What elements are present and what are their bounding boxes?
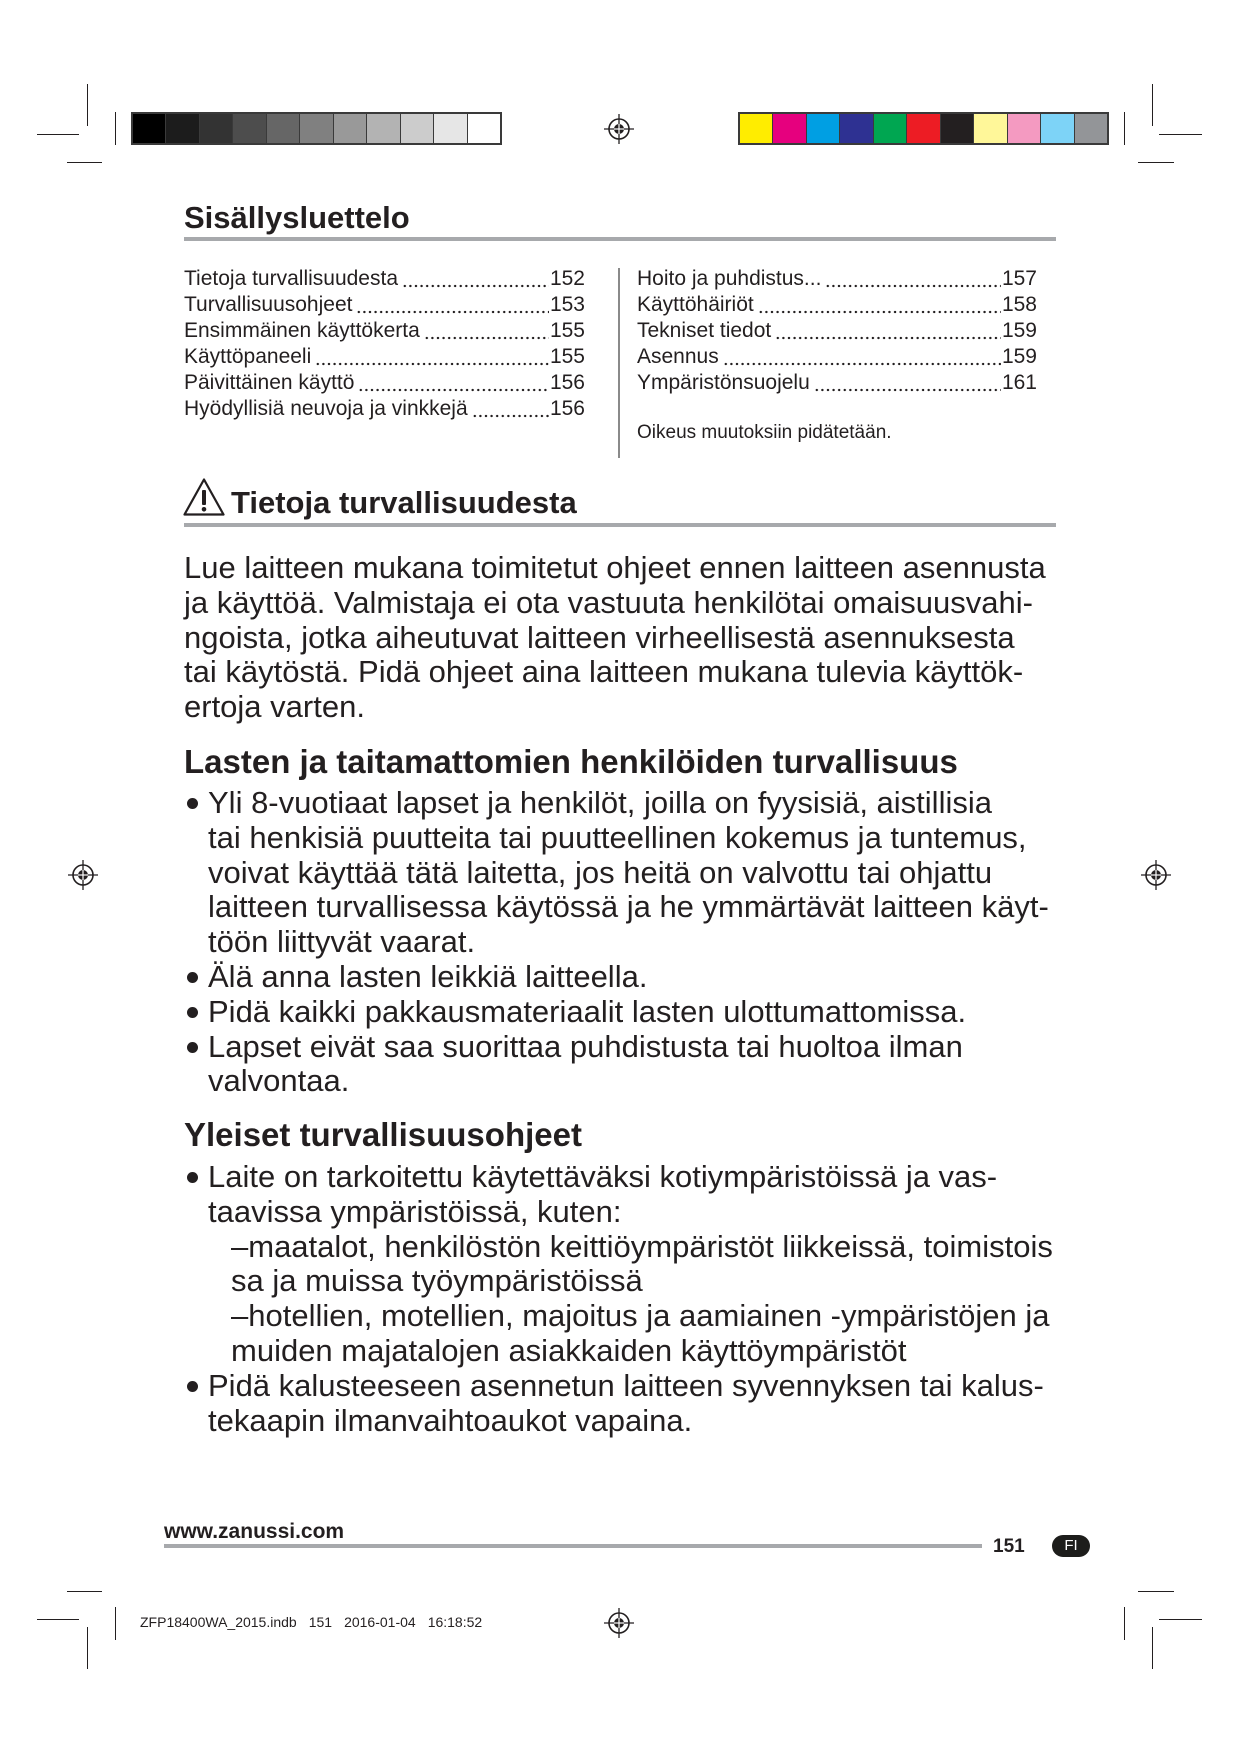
list-item-line: töön liittyvät vaarat. bbox=[208, 924, 476, 960]
toc-entry-label: Ensimmäinen käyttökerta bbox=[184, 319, 420, 342]
page-number: 151 bbox=[993, 1536, 1025, 1557]
grayscale-swatch bbox=[434, 114, 467, 143]
list-item bbox=[184, 995, 1049, 1030]
crop-mark bbox=[1124, 1607, 1125, 1640]
grayscale-swatch bbox=[233, 114, 266, 143]
list-item-line: Lapset eivät saa suorittaa puhdistusta tai huoltoa ilman bbox=[208, 1028, 963, 1064]
list-item-line: Yli 8-vuotiaat lapset ja henkilöt, joilla on fyysisiä, aistillisia bbox=[208, 785, 992, 820]
safety-title: Tietoja turvallisuudesta bbox=[231, 485, 577, 520]
footer-rule bbox=[164, 1544, 982, 1548]
crop-mark bbox=[87, 1627, 88, 1669]
children-safety-heading: Lasten ja taitamattomien henkilöiden turvallisuus bbox=[184, 743, 958, 780]
color-swatch bbox=[974, 114, 1007, 143]
toc-entry bbox=[184, 266, 585, 292]
sub-list-item-line: muiden majatalojen asiakkaiden käyttöympäristöt bbox=[231, 1332, 907, 1368]
toc-entry-page: 155 bbox=[549, 319, 585, 342]
toc-entry-page: 156 bbox=[549, 371, 585, 394]
paragraph-line: ngoista, jotka aiheutuvat laitteen virheellisestä asennuksesta bbox=[184, 619, 1015, 655]
toc-entry-label: Käyttöpaneeli bbox=[184, 345, 312, 368]
color-swatch bbox=[840, 114, 873, 143]
crop-mark bbox=[37, 134, 79, 135]
toc-entry-label: Tietoja turvallisuudesta bbox=[184, 267, 398, 290]
toc-leader-dots bbox=[472, 396, 549, 422]
toc-entry-page: 155 bbox=[549, 345, 585, 368]
grayscale-swatch bbox=[267, 114, 300, 143]
toc-entry bbox=[637, 370, 1037, 396]
list-item bbox=[184, 786, 1049, 960]
color-swatch bbox=[807, 114, 840, 143]
print-slug bbox=[140, 1613, 494, 1631]
color-swatch bbox=[907, 114, 940, 143]
grayscale-swatch bbox=[133, 114, 166, 143]
toc-leader-dots bbox=[315, 344, 549, 370]
list-item-line: Laite on tarkoitettu käytettäväksi kotiympäristöissä ja vas- bbox=[208, 1159, 998, 1194]
toc-entry bbox=[637, 266, 1037, 292]
toc-left-column bbox=[184, 266, 585, 422]
crop-mark bbox=[37, 1619, 79, 1620]
crop-mark bbox=[1138, 162, 1174, 163]
toc-leader-dots bbox=[723, 344, 1001, 370]
toc-leader-dots bbox=[775, 318, 1001, 344]
list-item-line: Pidä kalusteeseen asennetun laitteen syvennyksen tai kalus- bbox=[208, 1367, 1044, 1403]
registration-mark-icon bbox=[603, 113, 635, 145]
toc-entry bbox=[184, 344, 585, 370]
toc-entry-page: 161 bbox=[1001, 371, 1037, 394]
color-swatch bbox=[1008, 114, 1041, 143]
grayscale-swatch bbox=[200, 114, 233, 143]
toc-entry bbox=[637, 344, 1037, 370]
toc-column-divider bbox=[618, 268, 620, 458]
paragraph-line: ertoja varten. bbox=[184, 689, 365, 725]
color-swatch bbox=[1075, 114, 1107, 143]
registration-mark-icon bbox=[603, 1607, 635, 1639]
toc-entry-label: Hoito ja puhdistus... bbox=[637, 267, 822, 290]
sub-list-item bbox=[208, 1299, 1053, 1369]
toc-leader-dots bbox=[758, 292, 1001, 318]
list-item bbox=[184, 1160, 1053, 1369]
color-swatch bbox=[773, 114, 806, 143]
sub-list-item-line: –maatalot, henkilöstön keittiöympäristöt liikkeissä, toimistois bbox=[231, 1228, 1053, 1264]
toc-entry-label: Päivittäinen käyttö bbox=[184, 371, 355, 394]
list-item bbox=[184, 960, 1049, 995]
toc-entry-label: Hyödyllisiä neuvoja ja vinkkejä bbox=[184, 397, 468, 420]
grayscale-swatch bbox=[300, 114, 333, 143]
color-swatch bbox=[740, 114, 773, 143]
grayscale-swatch bbox=[166, 114, 199, 143]
crop-mark bbox=[115, 112, 116, 145]
print-time: 16:18:52 bbox=[427, 1614, 483, 1630]
list-item-line: tai henkisiä puutteita tai puutteellinen kokemus ja tuntemus, bbox=[208, 819, 1027, 855]
print-file: ZFP18400WA_2015.indb bbox=[140, 1614, 297, 1630]
toc-entry-label: Turvallisuusohjeet bbox=[184, 293, 353, 316]
toc-entry bbox=[637, 318, 1037, 344]
safety-intro-paragraph bbox=[184, 551, 1046, 725]
toc-title-rule bbox=[184, 237, 1056, 241]
toc-entry-page: 157 bbox=[1001, 267, 1037, 290]
toc-leader-dots bbox=[358, 370, 549, 396]
sub-list-item-line: sa ja muissa työympäristöissä bbox=[231, 1263, 643, 1299]
list-item-line: tekaapin ilmanvaihtoaukot vapaina. bbox=[208, 1402, 693, 1438]
toc-entry-label: Ympäristönsuojelu bbox=[637, 371, 810, 394]
registration-mark-icon bbox=[1140, 859, 1172, 891]
crop-mark bbox=[1138, 1591, 1174, 1592]
toc-entry bbox=[184, 396, 585, 422]
list-item-line: valvontaa. bbox=[208, 1063, 350, 1099]
list-item bbox=[184, 1369, 1053, 1439]
paragraph-line: tai käytöstä. Pidä ohjeet aina laitteen mukana tulevia käyttök- bbox=[184, 654, 1024, 690]
toc-note: Oikeus muutoksiin pidätetään. bbox=[637, 422, 892, 443]
crop-mark bbox=[1152, 84, 1153, 126]
registration-mark-icon bbox=[67, 859, 99, 891]
footer-website: www.zanussi.com bbox=[164, 1520, 345, 1543]
crop-mark bbox=[1124, 112, 1125, 145]
list-item-line: taavissa ympäristöissä, kuten: bbox=[208, 1193, 622, 1229]
paragraph-line: ja käyttöä. Valmistaja ei ota vastuuta henkilötai omaisuusvahi- bbox=[184, 584, 1033, 620]
crop-mark bbox=[67, 162, 102, 163]
toc-entry-label: Asennus bbox=[637, 345, 719, 368]
list-item-line: Älä anna lasten leikkiä laitteella. bbox=[208, 958, 648, 994]
toc-entry bbox=[184, 370, 585, 396]
toc-right-column bbox=[637, 266, 1037, 396]
sub-list-item-line: –hotellien, motellien, majoitus ja aamiainen -ympäristöjen ja bbox=[231, 1298, 1050, 1334]
language-badge: FI bbox=[1052, 1535, 1090, 1557]
color-bar bbox=[738, 112, 1109, 145]
toc-entry-page: 159 bbox=[1001, 319, 1037, 342]
toc-leader-dots bbox=[356, 292, 548, 318]
list-item-line: laitteen turvallisessa käytössä ja he ymmärtävät laitteen käyt- bbox=[208, 889, 1049, 925]
toc-entry-page: 156 bbox=[549, 397, 585, 420]
toc-leader-dots bbox=[402, 266, 549, 292]
color-swatch bbox=[1041, 114, 1074, 143]
toc-entry bbox=[184, 318, 585, 344]
toc-entry-label: Tekniset tiedot bbox=[637, 319, 772, 342]
sub-list-item bbox=[208, 1230, 1053, 1300]
general-safety-list bbox=[184, 1160, 1053, 1438]
children-safety-list bbox=[184, 786, 1049, 1099]
toc-entry-page: 158 bbox=[1001, 293, 1037, 316]
general-safety-heading: Yleiset turvallisuusohjeet bbox=[184, 1116, 582, 1153]
toc-entry-label: Käyttöhäiriöt bbox=[637, 293, 754, 316]
grayscale-bar bbox=[131, 112, 502, 145]
color-swatch bbox=[874, 114, 907, 143]
toc-entry-page: 159 bbox=[1001, 345, 1037, 368]
grayscale-swatch bbox=[468, 114, 500, 143]
crop-mark bbox=[67, 1591, 102, 1592]
toc-entry bbox=[637, 292, 1037, 318]
print-date: 2016-01-04 bbox=[344, 1614, 416, 1630]
paragraph-line: Lue laitteen mukana toimitetut ohjeet ennen laitteen asennusta bbox=[184, 550, 1046, 585]
toc-entry-page: 152 bbox=[549, 267, 585, 290]
list-item-line: Pidä kaikki pakkausmateriaalit lasten ulottumattomissa. bbox=[208, 993, 967, 1029]
crop-mark bbox=[1159, 134, 1202, 135]
safety-title-rule bbox=[184, 523, 1056, 527]
crop-mark bbox=[87, 84, 88, 126]
crop-mark bbox=[115, 1607, 116, 1640]
grayscale-swatch bbox=[367, 114, 400, 143]
print-page: 151 bbox=[308, 1614, 333, 1630]
toc-entry bbox=[184, 292, 585, 318]
toc-entry-page: 153 bbox=[549, 293, 585, 316]
crop-mark bbox=[1159, 1619, 1202, 1620]
toc-title: Sisällysluettelo bbox=[184, 200, 410, 235]
list-item-line: voivat käyttää tätä laitetta, jos heitä on valvottu tai ohjattu bbox=[208, 854, 993, 890]
toc-leader-dots bbox=[825, 266, 1001, 292]
grayscale-swatch bbox=[334, 114, 367, 143]
toc-leader-dots bbox=[814, 370, 1001, 396]
crop-mark bbox=[1152, 1627, 1153, 1669]
color-swatch bbox=[941, 114, 974, 143]
toc-leader-dots bbox=[424, 318, 549, 344]
grayscale-swatch bbox=[401, 114, 434, 143]
list-item bbox=[184, 1030, 1049, 1100]
warning-triangle-icon bbox=[182, 477, 226, 517]
